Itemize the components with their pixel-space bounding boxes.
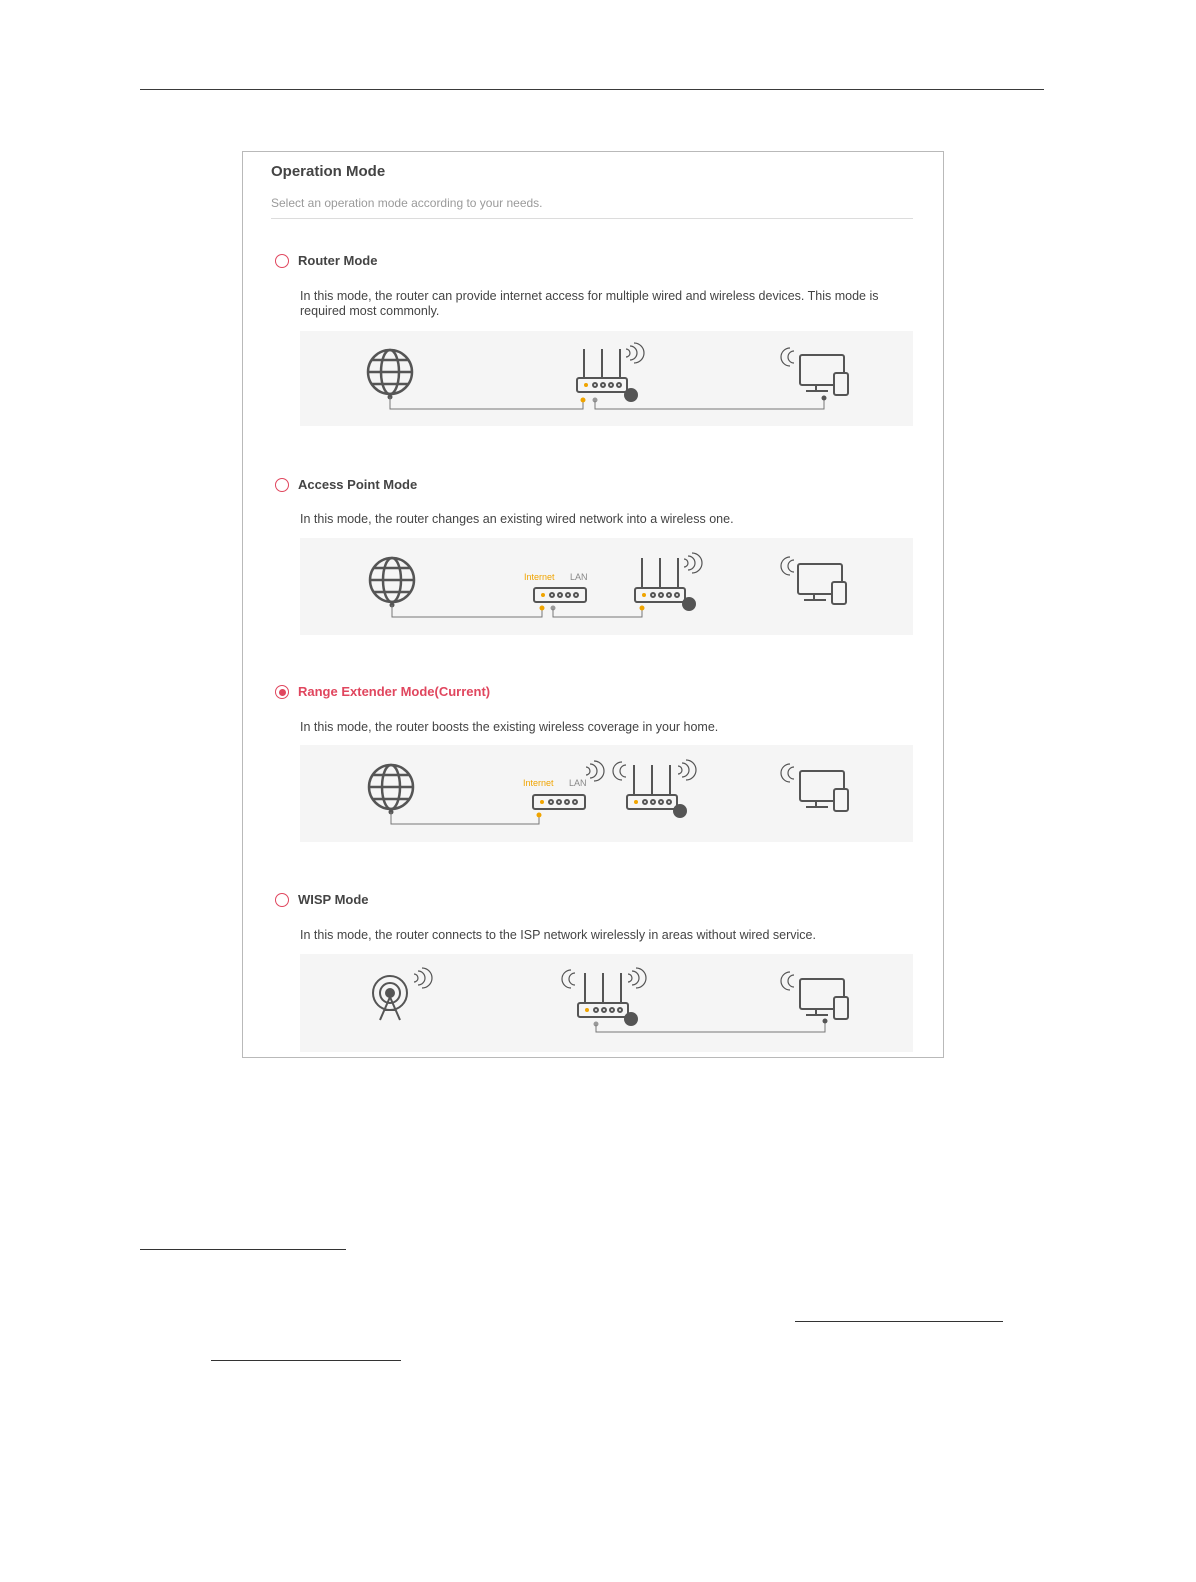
connection-lines [390, 603, 645, 618]
range-extender-mode-description: In this mode, the router boosts the existing wireless coverage in your home. [300, 720, 719, 734]
internet-port-label: Internet [524, 572, 555, 582]
range-extender-mode-label[interactable]: Range Extender Mode(Current) [298, 684, 491, 699]
link-underline[interactable] [795, 1321, 1003, 1322]
connection-lines [388, 395, 827, 410]
devices-icon [781, 557, 846, 604]
modem-icon [534, 588, 586, 602]
range-extender-mode-radio[interactable] [275, 685, 289, 699]
panel-divider [271, 218, 913, 219]
lan-port-label: LAN [569, 778, 587, 788]
panel-title: Operation Mode [271, 163, 386, 180]
link-underline[interactable] [140, 1249, 346, 1250]
router-mode-label[interactable]: Router Mode [298, 253, 378, 268]
globe-icon [370, 558, 414, 602]
wisp-mode-diagram [300, 954, 913, 1052]
router-icon [562, 968, 646, 1025]
range-extender-mode-diagram [300, 745, 913, 842]
router-mode-description: In this mode, the router can provide internet access for multiple wired and wireless devices. This mode is required most commonly. [300, 289, 879, 318]
link-underline[interactable] [211, 1360, 401, 1361]
devices-icon [781, 348, 848, 395]
router-icon [635, 553, 702, 610]
globe-icon [369, 765, 413, 809]
router-mode-diagram [300, 331, 913, 426]
panel-subtitle: Select an operation mode according to your needs. [271, 196, 543, 210]
access-point-mode-description: In this mode, the router changes an existing wired network into a wireless one. [300, 512, 734, 526]
internet-port-label: Internet [523, 778, 554, 788]
connection-lines [389, 810, 542, 825]
globe-icon [368, 350, 412, 394]
router-icon [613, 760, 696, 817]
router-icon [577, 343, 644, 401]
operation-mode-panel [242, 151, 944, 1058]
wisp-mode-label[interactable]: WISP Mode [298, 892, 369, 907]
access-point-mode-diagram [300, 538, 913, 635]
devices-icon [781, 972, 848, 1019]
isp-tower-icon [373, 968, 432, 1020]
router-mode-radio[interactable] [275, 254, 289, 268]
lan-port-label: LAN [570, 572, 588, 582]
page-header-rule [140, 89, 1044, 90]
wisp-mode-description: In this mode, the router connects to the ISP network wirelessly in areas without wired service. [300, 928, 816, 942]
access-point-mode-label[interactable]: Access Point Mode [298, 477, 418, 492]
wisp-mode-radio[interactable] [275, 893, 289, 907]
access-point-mode-radio[interactable] [275, 478, 289, 492]
devices-icon [781, 764, 848, 811]
